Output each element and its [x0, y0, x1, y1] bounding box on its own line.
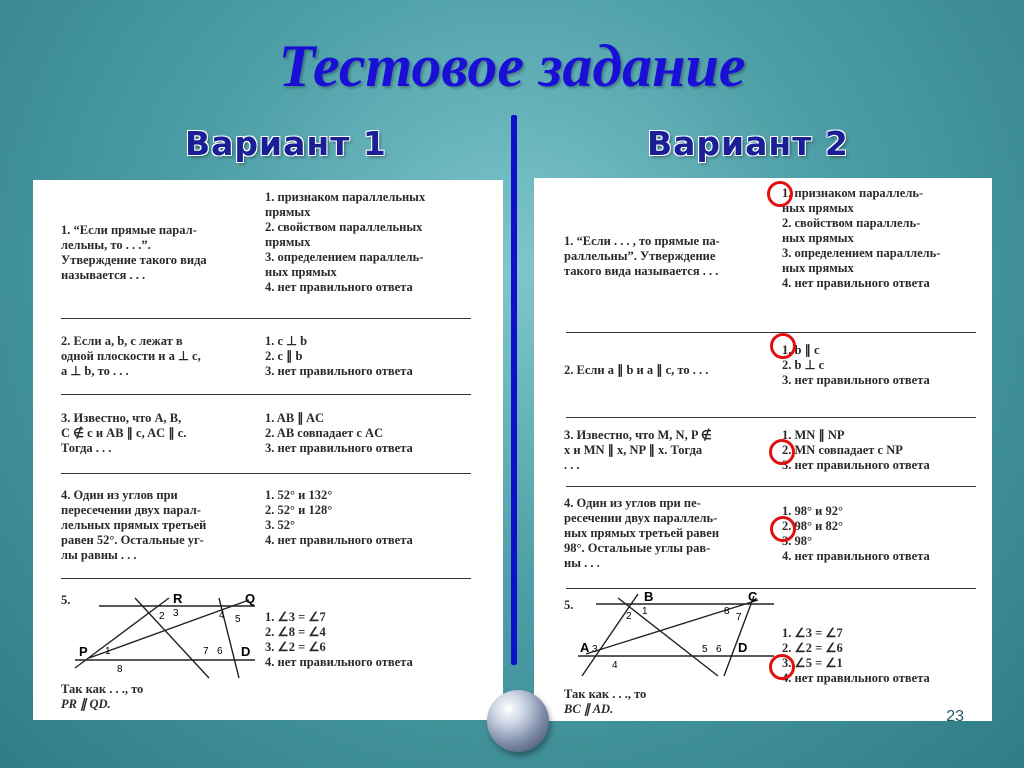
option[interactable]: 4. нет правильного ответа	[265, 280, 413, 294]
text-line: ны . . .	[564, 556, 600, 570]
v2-task5-condition	[564, 687, 646, 717]
text-line: лы равны . . .	[61, 548, 137, 562]
option[interactable]: 1. ∠3 = ∠7	[265, 610, 326, 624]
text-line: называется . . .	[61, 268, 146, 282]
text-line: такого вида называется . . .	[564, 264, 719, 278]
option: ных прямых	[782, 261, 854, 275]
text-line: 1. “Если прямые парал-	[61, 223, 197, 237]
option[interactable]: 2. свойством параллель-	[782, 216, 921, 230]
point-label: P	[79, 644, 88, 659]
answer-mark-circle	[767, 181, 793, 207]
angle-label: 1	[105, 646, 111, 657]
text-line: BC ∥ AD.	[564, 702, 614, 716]
v1-parallel-lines-figure	[69, 592, 259, 682]
variant-2-heading: Вариант 2	[647, 124, 849, 163]
point-label: Q	[245, 592, 256, 606]
option[interactable]: 4. нет правильного ответа	[265, 533, 413, 547]
angle-label: 3	[592, 644, 598, 655]
angle-label: 7	[203, 646, 209, 657]
v2-task3-question	[564, 428, 774, 473]
text-line: a ⊥ b, то . . .	[61, 364, 129, 378]
option: ных прямых	[782, 201, 854, 215]
text-line: 3. Известно, что M, N, P ∉	[564, 428, 712, 442]
answer-mark-circle	[770, 516, 796, 542]
angle-label: 3	[173, 608, 179, 619]
divider-line	[61, 318, 471, 319]
v1-task3-question	[61, 411, 271, 456]
text-line: 4. Один из углов при	[61, 488, 178, 502]
option[interactable]: 3. определением параллель-	[782, 246, 941, 260]
text-line: . . .	[564, 458, 580, 472]
text-line: равен 52°. Остальные уг-	[61, 533, 204, 547]
option[interactable]: 2. AB совпадает с AC	[265, 426, 384, 440]
text-line: лельных прямых третьей	[61, 518, 207, 532]
text-line: 1. “Если . . . , то прямые па-	[564, 234, 720, 248]
option[interactable]: 2. свойством параллельных	[265, 220, 423, 234]
option[interactable]: 3. нет правильного ответа	[782, 373, 930, 387]
option[interactable]: 3. 98°	[782, 534, 812, 548]
v1-task2-question	[61, 334, 271, 379]
text-line: Так как . . ., то	[564, 687, 647, 701]
v2-task1-question	[564, 234, 774, 279]
text-line: 3. Известно, что A, B,	[61, 411, 182, 425]
option[interactable]: 4. нет правильного ответа	[265, 655, 413, 669]
text-line: одной плоскости и a ⊥ c,	[61, 349, 201, 363]
angle-label: 8	[724, 606, 730, 617]
answer-mark-circle	[770, 333, 796, 359]
point-label: A	[580, 640, 590, 655]
text-line: пересечении двух парал-	[61, 503, 201, 517]
option[interactable]: 1. признаком параллельных	[265, 190, 426, 204]
v1-task5-options	[265, 610, 413, 670]
text-line: C ∉ c и AB ∥ c, AC ∥ c.	[61, 426, 187, 440]
variant-2-sheet	[534, 178, 992, 721]
option[interactable]: 3. ∠2 = ∠6	[265, 640, 326, 654]
text-line: Утверждение такого вида	[61, 253, 207, 267]
v2-task2-options	[782, 343, 930, 388]
divider-line	[566, 332, 976, 333]
option[interactable]: 4. нет правильного ответа	[782, 671, 930, 685]
angle-label: 5	[235, 614, 241, 625]
v2-task5-number	[564, 598, 573, 613]
v1-task4-question	[61, 488, 271, 563]
answer-mark-circle	[769, 439, 795, 465]
text-line: x и MN ∥ x, NP ∥ x. Тогда	[564, 443, 703, 457]
text-line: лельны, то . . .”.	[61, 238, 151, 252]
angle-label: 4	[219, 610, 225, 621]
slide-title: Тестовое задание	[278, 33, 746, 99]
option[interactable]: 1. ∠3 = ∠7	[782, 626, 843, 640]
text-line: 2. Если a ∥ b и a ∥ c, то . . .	[564, 363, 709, 377]
divider-line	[61, 473, 471, 474]
v2-task4-options	[782, 504, 930, 564]
text-line: ных прямых третьей равен	[564, 526, 720, 540]
option[interactable]: 4. нет правильного ответа	[782, 276, 930, 290]
v1-task2-options	[265, 334, 413, 379]
option[interactable]: 3. 52°	[265, 518, 295, 532]
option[interactable]: 4. нет правильного ответа	[782, 549, 930, 563]
option[interactable]: 3. ∠5 = ∠1	[782, 656, 843, 670]
text-line: Тогда . . .	[61, 441, 112, 455]
angle-label: 2	[626, 611, 632, 622]
option[interactable]: 1. 52° и 132°	[265, 488, 333, 502]
point-label: D	[738, 640, 748, 655]
v2-task5-options	[782, 626, 930, 686]
option[interactable]: 2. MN совпадает с NP	[782, 443, 903, 457]
page-number: 23	[946, 708, 964, 725]
option[interactable]: 2. ∠2 = ∠6	[782, 641, 843, 655]
divider-line	[566, 486, 976, 487]
v1-task1-options	[265, 190, 425, 295]
angle-label: 2	[159, 611, 165, 622]
option[interactable]: 2. 98° и 82°	[782, 519, 843, 533]
option: прямых	[265, 235, 311, 249]
v1-task5-condition	[61, 682, 143, 712]
navigation-ball[interactable]	[487, 690, 549, 752]
text-line: Так как . . ., то	[61, 682, 144, 696]
option[interactable]: 1. признаком параллель-	[782, 186, 924, 200]
divider-line	[61, 394, 471, 395]
divider-line	[566, 588, 976, 589]
variant-1-sheet	[33, 180, 503, 720]
angle-label: 5	[702, 644, 708, 655]
text-line: 5.	[564, 598, 574, 612]
option[interactable]: 3. нет правильного ответа	[265, 364, 413, 378]
angle-label: 6	[716, 644, 722, 655]
option: ных прямых	[265, 265, 337, 279]
divider-line	[61, 578, 471, 579]
answer-mark-circle	[769, 654, 795, 680]
divider-line	[566, 417, 976, 418]
text-line: 5.	[61, 593, 71, 607]
variant-1-heading: Вариант 1	[185, 124, 387, 163]
option[interactable]: 2. 52° и 128°	[265, 503, 333, 517]
v2-task3-options	[782, 428, 930, 473]
option[interactable]: 3. нет правильного ответа	[265, 441, 413, 455]
option: прямых	[265, 205, 311, 219]
option[interactable]: 1. MN ∥ NP	[782, 428, 845, 442]
text-line: 4. Один из углов при пе-	[564, 496, 701, 510]
v1-task3-options	[265, 411, 413, 456]
point-label: B	[644, 590, 654, 604]
option[interactable]: 2. ∠8 = ∠4	[265, 625, 326, 639]
option[interactable]: 1. AB ∥ AC	[265, 411, 325, 425]
v2-parallel-lines-figure	[578, 590, 778, 680]
v1-task4-options	[265, 488, 413, 548]
option[interactable]: 3. определением параллель-	[265, 250, 424, 264]
option[interactable]: 1. b ∥ c	[782, 343, 820, 357]
text-line: 98°. Остальные углы рав-	[564, 541, 711, 555]
text-line: PR ∥ QD.	[61, 697, 111, 711]
option[interactable]: 2. c ∥ b	[265, 349, 303, 363]
angle-label: 1	[642, 606, 648, 617]
text-line: ресечении двух параллель-	[564, 511, 718, 525]
column-divider	[511, 115, 517, 665]
angle-label: 6	[217, 646, 223, 657]
angle-label: 4	[612, 660, 618, 671]
v2-task2-question	[564, 363, 774, 378]
angle-label: 8	[117, 664, 123, 675]
angle-label: 7	[736, 612, 742, 623]
option[interactable]: 1. c ⊥ b	[265, 334, 308, 348]
v2-task1-options	[782, 186, 940, 291]
text-line: раллельны”. Утверждение	[564, 249, 716, 263]
option[interactable]: 2. b ⊥ c	[782, 358, 825, 372]
option[interactable]: 3. нет правильного ответа	[782, 458, 930, 472]
v2-task4-question	[564, 496, 774, 571]
option: ных прямых	[782, 231, 854, 245]
point-label: D	[241, 644, 251, 659]
point-label: R	[173, 592, 183, 606]
point-label: C	[748, 590, 758, 604]
v1-task1-question	[61, 223, 271, 283]
option[interactable]: 1. 98° и 92°	[782, 504, 843, 518]
text-line: 2. Если a, b, c лежат в	[61, 334, 183, 348]
